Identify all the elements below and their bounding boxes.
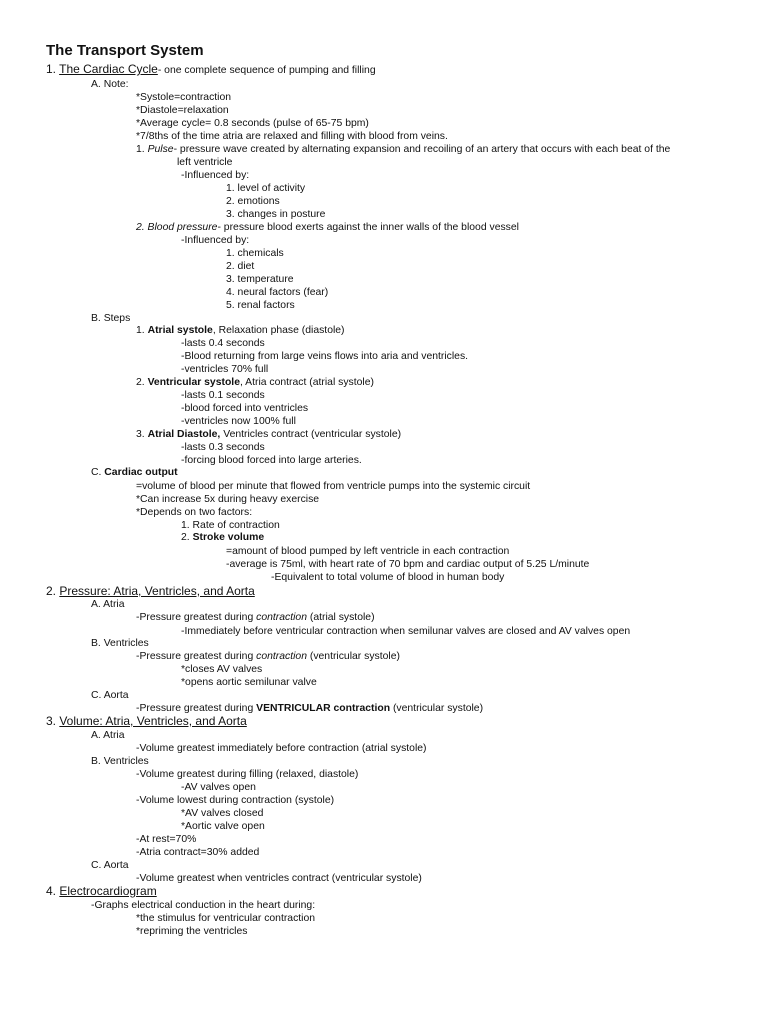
line-text: A. Atria	[91, 599, 125, 610]
line-text: 3. changes in posture	[226, 209, 326, 220]
line-text: contraction	[256, 612, 307, 623]
line-text: - pressure blood exerts against the inner walls of the blood vessel	[217, 222, 519, 233]
line-text: -Influenced by:	[181, 170, 250, 181]
line-text: contraction	[256, 651, 307, 662]
line-text: *7/8ths of the time atria are relaxed and filling with blood from veins.	[136, 131, 448, 142]
line-text: -blood forced into ventricles	[181, 403, 309, 414]
outline-line	[181, 402, 308, 415]
outline-line	[136, 324, 345, 337]
line-text: Stroke volume	[192, 532, 265, 543]
outline-line	[91, 598, 125, 611]
line-text: -Immediately before ventricular contraction when semilunar valves are closed and AV valves open	[181, 626, 631, 637]
line-text: 1. chemicals	[226, 248, 284, 259]
outline-line	[177, 156, 232, 169]
outline-line	[226, 182, 305, 195]
line-text: Ventricular systole	[147, 377, 240, 388]
outline-line	[181, 676, 317, 689]
outline-line	[226, 558, 589, 571]
outline-line	[136, 221, 519, 234]
line-text: A. Note:	[91, 79, 129, 90]
outline-line	[181, 350, 468, 363]
line-text: C. Aorta	[91, 690, 129, 701]
line-text: (ventricular systole)	[390, 703, 484, 714]
outline-line	[136, 376, 374, 389]
outline-line	[136, 768, 358, 781]
outline-line	[226, 286, 328, 299]
outline-line	[226, 299, 295, 312]
outline-line	[136, 143, 670, 156]
line-text: 1. level of activity	[226, 183, 306, 194]
outline-line	[136, 872, 422, 885]
outline-line	[91, 689, 129, 702]
outline-line	[226, 260, 254, 273]
line-text: *closes AV valves	[181, 664, 263, 675]
section-heading	[46, 714, 247, 728]
outline-line	[136, 117, 369, 130]
line-text: *Systole=contraction	[136, 92, 232, 103]
outline-line	[181, 663, 262, 676]
line-text: 2.	[181, 532, 193, 543]
outline-line	[271, 571, 504, 584]
line-text: *repriming the ventricles	[136, 926, 248, 937]
outline-line	[136, 493, 319, 506]
line-text: Volume: Atria, Ventricles, and Aorta	[59, 714, 247, 728]
outline-line	[181, 169, 249, 182]
outline-line	[136, 846, 259, 859]
outline-line	[181, 441, 265, 454]
line-text: 3.	[136, 429, 148, 440]
line-text: Pulse	[147, 144, 174, 155]
outline-line	[136, 611, 375, 624]
line-text: VENTRICULAR contraction	[256, 703, 391, 714]
outline-line	[136, 428, 401, 441]
line-text: The Cardiac Cycle	[59, 62, 158, 76]
line-text: Atrial systole	[147, 325, 213, 336]
outline-line	[181, 454, 362, 467]
outline-line	[181, 781, 256, 794]
line-text: C. Aorta	[91, 860, 129, 871]
line-text: -lasts 0.1 seconds	[181, 390, 265, 401]
line-text: =amount of blood pumped by left ventricle in each contraction	[226, 546, 510, 557]
outline-line	[136, 130, 448, 143]
line-text: 1.	[136, 325, 148, 336]
section-heading	[46, 584, 255, 598]
line-text: 2.	[46, 584, 60, 598]
outline-line	[226, 208, 325, 221]
line-text: *Aortic valve open	[181, 821, 265, 832]
line-text: 3.	[46, 714, 60, 728]
line-text: -Pressure greatest during	[136, 703, 257, 714]
outline-line	[181, 820, 265, 833]
line-text: Atrial Diastole,	[147, 429, 221, 440]
line-text: -Graphs electrical conduction in the heart during:	[91, 900, 316, 911]
outline-line	[136, 833, 196, 846]
line-text: (ventricular systole)	[306, 651, 400, 662]
line-text: , Relaxation phase (diastole)	[212, 325, 345, 336]
outline-line	[91, 312, 130, 325]
line-text: *the stimulus for ventricular contraction	[136, 913, 316, 924]
line-text: C.	[91, 467, 105, 478]
line-text: Electrocardiogram	[59, 884, 157, 898]
outline-line	[136, 912, 315, 925]
line-text: *AV valves closed	[181, 808, 264, 819]
line-text: -forcing blood forced into large arteries.	[181, 455, 362, 466]
page-title: The Transport System	[46, 42, 204, 59]
outline-line	[181, 389, 265, 402]
outline-line	[91, 637, 149, 650]
line-text: -Pressure greatest during	[136, 651, 257, 662]
outline-line	[226, 195, 280, 208]
line-text: 2. diet	[226, 261, 255, 272]
line-text: -ventricles now 100% full	[181, 416, 296, 427]
line-text: - pressure wave created by alternating expansion and recoiling of an artery that occurs with each beat of the	[173, 144, 671, 155]
line-text: -Atria contract=30% added	[136, 847, 260, 858]
line-text: *opens aortic semilunar valve	[181, 677, 317, 688]
line-text: *Depends on two factors:	[136, 507, 253, 518]
outline-line	[136, 506, 252, 519]
outline-line	[91, 466, 178, 479]
line-text: -Volume greatest immediately before contraction (atrial systole)	[136, 743, 427, 754]
outline-line	[181, 531, 264, 544]
outline-line	[181, 363, 268, 376]
line-text: 5. renal factors	[226, 300, 295, 311]
line-text: -Volume greatest when ventricles contract (ventricular systole)	[136, 873, 422, 884]
outline-line	[181, 625, 630, 638]
line-text: -lasts 0.3 seconds	[181, 442, 265, 453]
outline-line	[181, 415, 296, 428]
line-text: -Volume lowest during contraction (systole)	[136, 795, 335, 806]
outline-line	[91, 755, 149, 768]
line-text: -ventricles 70% full	[181, 364, 269, 375]
outline-line	[226, 545, 509, 558]
line-text: -At rest=70%	[136, 834, 197, 845]
line-text: -Blood returning from large veins flows into aria and ventricles.	[181, 351, 469, 362]
line-text: -average is 75ml, with heart rate of 70 bpm and cardiac output of 5.25 L/minute	[226, 559, 590, 570]
line-text: B. Ventricles	[91, 756, 149, 767]
line-text: 3. temperature	[226, 274, 294, 285]
line-text: (atrial systole)	[306, 612, 375, 623]
outline-line	[226, 273, 294, 286]
line-text: -AV valves open	[181, 782, 256, 793]
outline-line	[181, 337, 265, 350]
line-text: -Equivalent to total volume of blood in human body	[271, 572, 505, 583]
line-text: B. Steps	[91, 313, 131, 324]
outline-line	[226, 247, 284, 260]
outline-line	[136, 104, 229, 117]
line-text: A. Atria	[91, 730, 125, 741]
outline-line	[136, 91, 231, 104]
outline-line	[136, 650, 400, 663]
section-heading	[46, 884, 157, 898]
line-text: Cardiac output	[104, 467, 178, 478]
outline-line	[136, 742, 427, 755]
line-text: 2.	[136, 377, 148, 388]
outline-line	[181, 234, 249, 247]
line-text: B. Ventricles	[91, 638, 149, 649]
line-text: 1. Rate of contraction	[181, 520, 280, 531]
line-text: - one complete sequence of pumping and filling	[157, 65, 376, 76]
section-heading	[46, 62, 376, 78]
line-text: -lasts 0.4 seconds	[181, 338, 265, 349]
line-text: Pressure: Atria, Ventricles, and Aorta	[59, 584, 255, 598]
outline-line	[136, 925, 247, 938]
line-text: -Influenced by:	[181, 235, 250, 246]
line-text: left ventricle	[177, 157, 233, 168]
outline-line	[136, 794, 334, 807]
line-text: =volume of blood per minute that flowed from ventricle pumps into the systemic circuit	[136, 481, 531, 492]
line-text: 4.	[46, 884, 60, 898]
outline-line	[91, 899, 315, 912]
line-text: 1.	[46, 62, 60, 76]
line-text: 2. Blood pressure	[136, 222, 218, 233]
line-text: 1.	[136, 144, 148, 155]
line-text: *Average cycle= 0.8 seconds (pulse of 65-75 bpm)	[136, 118, 369, 129]
line-text: *Can increase 5x during heavy exercise	[136, 494, 320, 505]
line-text: *Diastole=relaxation	[136, 105, 229, 116]
line-text: 4. neural factors (fear)	[226, 287, 329, 298]
outline-line	[91, 729, 125, 742]
line-text: Ventricles contract (ventricular systole)	[220, 429, 402, 440]
outline-line	[136, 480, 530, 493]
line-text: , Atria contract (atrial systole)	[239, 377, 374, 388]
outline-line	[91, 859, 129, 872]
line-text: -Pressure greatest during	[136, 612, 257, 623]
outline-line	[181, 807, 263, 820]
line-text: 2. emotions	[226, 196, 280, 207]
outline-line	[91, 78, 129, 91]
line-text: -Volume greatest during filling (relaxed, diastole)	[136, 769, 359, 780]
